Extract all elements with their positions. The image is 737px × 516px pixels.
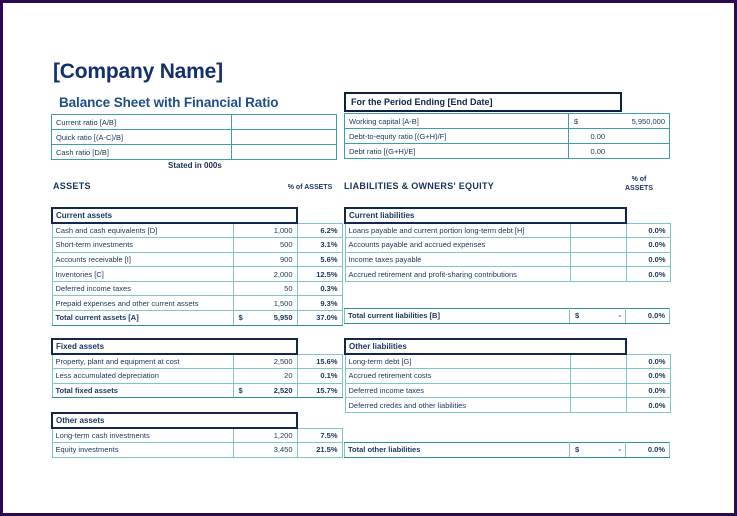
- line-item-amount[interactable]: 50: [250, 281, 297, 296]
- sheet-subtitle: Balance Sheet with Financial Ratio: [59, 95, 279, 110]
- financial-ratio-table: [51, 114, 337, 160]
- line-item-amount[interactable]: 3,450: [250, 443, 297, 458]
- ratio-label: Current ratio [A/B]: [52, 115, 232, 130]
- line-item-row: [52, 354, 342, 369]
- total-amount: -: [584, 443, 626, 458]
- line-item-amount[interactable]: 20: [250, 369, 297, 384]
- line-item-row: [52, 223, 342, 238]
- line-item-row: [345, 398, 670, 413]
- period-metric-value[interactable]: 5,950,000: [589, 114, 670, 129]
- line-item-amount[interactable]: [584, 238, 626, 253]
- pct-header-line1: % of: [631, 176, 647, 183]
- line-item-label: Inventories [C]: [52, 267, 233, 282]
- total-percent: 37.0%: [297, 311, 342, 326]
- line-item-amount[interactable]: 1,500: [250, 296, 297, 311]
- total-percent: 0.0%: [626, 443, 670, 458]
- block-header-filler: [626, 208, 670, 223]
- total-amount: -: [584, 309, 626, 324]
- line-item-currency: [570, 354, 584, 369]
- line-item-amount[interactable]: 1,000: [250, 223, 297, 238]
- fixed-assets-body: [52, 339, 342, 398]
- other-assets-body: [52, 413, 342, 457]
- line-item-percent: 0.3%: [297, 281, 342, 296]
- block-header-row: [52, 339, 342, 354]
- line-item-percent: 9.3%: [297, 296, 342, 311]
- current-liabilities-total-table: [344, 308, 670, 324]
- period-metric-value[interactable]: 0.00: [589, 144, 670, 159]
- total-amount: 5,950: [250, 311, 297, 326]
- period-metric-label: Working capital [A-B]: [345, 114, 569, 129]
- ratio-value-cell[interactable]: [232, 145, 337, 160]
- block-header-row: [52, 413, 342, 428]
- other-assets-table: [51, 412, 343, 458]
- pct-header-line2: ASSETS: [624, 185, 653, 192]
- ratio-label: Quick ratio [(A-C)/B]: [52, 130, 232, 145]
- ratio-row: [52, 145, 337, 160]
- ratio-value-cell[interactable]: [232, 115, 337, 130]
- period-metric-label: Debt ratio [(G+H)/E]: [345, 144, 569, 159]
- total-label: Total other liabilities: [345, 443, 570, 458]
- fixed-assets-table: [51, 338, 343, 398]
- line-item-row: [345, 354, 670, 369]
- line-item-currency: [570, 267, 584, 282]
- total-currency: $: [570, 443, 584, 458]
- block-title: Current assets: [52, 208, 297, 223]
- sheet-canvas: [3, 3, 734, 513]
- line-item-amount[interactable]: 2,000: [250, 267, 297, 282]
- line-item-label: Cash and cash equivalents [D]: [52, 223, 233, 238]
- period-table-body: [345, 114, 670, 159]
- line-item-percent: 6.2%: [297, 223, 342, 238]
- ratio-row: [52, 130, 337, 145]
- line-item-percent: 0.0%: [626, 267, 670, 282]
- line-item-label: Accounts payable and accrued expenses: [345, 238, 570, 253]
- line-item-row: [52, 296, 342, 311]
- block-header-filler: [297, 413, 342, 428]
- line-item-percent: 3.1%: [297, 238, 342, 253]
- line-item-currency: [570, 398, 584, 413]
- line-item-label: Prepaid expenses and other current assets: [52, 296, 233, 311]
- line-item-percent: 0.0%: [626, 369, 670, 384]
- total-percent: 0.0%: [626, 309, 670, 324]
- assets-pct-header: % of ASSETS: [287, 184, 333, 191]
- other-liabilities-table: [344, 338, 671, 413]
- total-row: [52, 311, 342, 326]
- line-item-row: [52, 443, 342, 458]
- line-item-label: Property, plant and equipment at cost: [52, 354, 233, 369]
- line-item-currency: [233, 223, 250, 238]
- liabilities-section-header: LIABILITIES & OWNERS' EQUITY: [344, 181, 495, 191]
- current-assets-body: [52, 208, 342, 325]
- line-item-row: [52, 428, 342, 443]
- period-metric-row: [345, 144, 670, 159]
- line-item-percent: 15.6%: [297, 354, 342, 369]
- block-header-row: [52, 208, 342, 223]
- line-item-row: [52, 238, 342, 253]
- current-liabilities-body: [345, 208, 670, 281]
- line-item-row: [52, 267, 342, 282]
- line-item-label: Accrued retirement and profit-sharing contributions: [345, 267, 570, 282]
- total-row: [345, 309, 670, 324]
- line-item-label: Accrued retirement costs: [345, 369, 570, 384]
- line-item-amount[interactable]: [584, 223, 626, 238]
- block-header-row: [345, 339, 670, 354]
- line-item-currency: [233, 369, 250, 384]
- period-metric-currency: $: [569, 114, 589, 129]
- line-item-label: Long-term cash investments: [52, 428, 233, 443]
- line-item-amount[interactable]: [584, 267, 626, 282]
- line-item-row: [52, 252, 342, 267]
- block-title: Fixed assets: [52, 339, 297, 354]
- line-item-currency: [570, 252, 584, 267]
- total-currency: $: [233, 311, 250, 326]
- total-label: Total fixed assets: [52, 383, 233, 398]
- block-header-filler: [297, 339, 342, 354]
- total-currency: $: [570, 309, 584, 324]
- line-item-amount[interactable]: 900: [250, 252, 297, 267]
- period-metric-row: [345, 129, 670, 144]
- line-item-amount[interactable]: 1,200: [250, 428, 297, 443]
- period-metrics-table: [344, 113, 670, 159]
- line-item-percent: 0.0%: [626, 354, 670, 369]
- line-item-label: Long-term debt [G]: [345, 354, 570, 369]
- line-item-percent: 7.5%: [297, 428, 342, 443]
- block-title: Current liabilities: [345, 208, 626, 223]
- line-item-currency: [233, 267, 250, 282]
- line-item-percent: 0.0%: [626, 223, 670, 238]
- line-item-label: Short-term investments: [52, 238, 233, 253]
- line-item-row: [52, 369, 342, 384]
- line-item-label: Deferred income taxes: [345, 383, 570, 398]
- ratio-label: Cash ratio [D/B]: [52, 145, 232, 160]
- line-item-currency: [570, 238, 584, 253]
- period-metric-row: [345, 114, 670, 129]
- line-item-row: [345, 252, 670, 267]
- block-header-filler: [297, 208, 342, 223]
- period-metric-label: Debt-to-equity ratio [(G+H)/F]: [345, 129, 569, 144]
- total-currency: $: [233, 383, 250, 398]
- line-item-label: Accounts receivable [I]: [52, 252, 233, 267]
- line-item-amount[interactable]: 2,500: [250, 354, 297, 369]
- current-assets-table: [51, 207, 343, 326]
- line-item-currency: [233, 428, 250, 443]
- period-metric-currency: [569, 144, 589, 159]
- assets-section-header: ASSETS: [53, 181, 91, 191]
- line-item-percent: 0.1%: [297, 369, 342, 384]
- stated-in-label: Stated in 000s: [168, 161, 222, 170]
- line-item-currency: [233, 354, 250, 369]
- line-item-row: [345, 383, 670, 398]
- line-item-label: Loans payable and current portion long-term debt [H]: [345, 223, 570, 238]
- line-item-amount[interactable]: [584, 398, 626, 413]
- line-item-amount[interactable]: [584, 383, 626, 398]
- company-name: [Company Name]: [53, 60, 223, 83]
- total-row: [52, 383, 342, 398]
- line-item-row: [52, 281, 342, 296]
- current-liabilities-total-body: [345, 309, 670, 324]
- line-item-currency: [233, 443, 250, 458]
- block-title: Other assets: [52, 413, 297, 428]
- line-item-percent: 5.6%: [297, 252, 342, 267]
- line-item-label: Equity investments: [52, 443, 233, 458]
- line-item-currency: [233, 252, 250, 267]
- line-item-percent: 0.0%: [626, 238, 670, 253]
- line-item-currency: [570, 383, 584, 398]
- line-item-percent: 0.0%: [626, 252, 670, 267]
- total-row: [345, 443, 670, 458]
- block-title: Other liabilities: [345, 339, 626, 354]
- line-item-label: Deferred income taxes: [52, 281, 233, 296]
- period-metric-value[interactable]: 0.00: [589, 129, 670, 144]
- line-item-row: [345, 238, 670, 253]
- line-item-percent: 0.0%: [626, 398, 670, 413]
- line-item-label: Less accumulated depreciation: [52, 369, 233, 384]
- line-item-row: [345, 267, 670, 282]
- period-ending-header: For the Period Ending [End Date]: [344, 92, 622, 112]
- line-item-currency: [233, 296, 250, 311]
- current-liabilities-table: [344, 207, 671, 282]
- line-item-currency: [233, 281, 250, 296]
- ratio-table-body: [52, 115, 337, 160]
- line-item-percent: 21.5%: [297, 443, 342, 458]
- line-item-amount[interactable]: [584, 252, 626, 267]
- line-item-row: [345, 223, 670, 238]
- line-item-currency: [570, 223, 584, 238]
- line-item-label: Deferred credits and other liabilities: [345, 398, 570, 413]
- block-header-row: [345, 208, 670, 223]
- total-amount: 2,520: [250, 383, 297, 398]
- line-item-percent: 0.0%: [626, 383, 670, 398]
- line-item-amount[interactable]: [584, 369, 626, 384]
- ratio-row: [52, 115, 337, 130]
- other-liabilities-total-body: [345, 443, 670, 458]
- total-percent: 15.7%: [297, 383, 342, 398]
- block-header-filler: [626, 339, 670, 354]
- other-liabilities-total-table: [344, 442, 670, 458]
- line-item-amount[interactable]: [584, 354, 626, 369]
- line-item-label: Income taxes payable: [345, 252, 570, 267]
- line-item-row: [345, 369, 670, 384]
- total-label: Total current assets [A]: [52, 311, 233, 326]
- other-liabilities-body: [345, 339, 670, 412]
- line-item-currency: [570, 369, 584, 384]
- period-metric-currency: [569, 129, 589, 144]
- liabilities-pct-header: [611, 175, 667, 193]
- total-label: Total current liabilities [B]: [345, 309, 570, 324]
- line-item-percent: 12.5%: [297, 267, 342, 282]
- line-item-amount[interactable]: 500: [250, 238, 297, 253]
- line-item-currency: [233, 238, 250, 253]
- ratio-value-cell[interactable]: [232, 130, 337, 145]
